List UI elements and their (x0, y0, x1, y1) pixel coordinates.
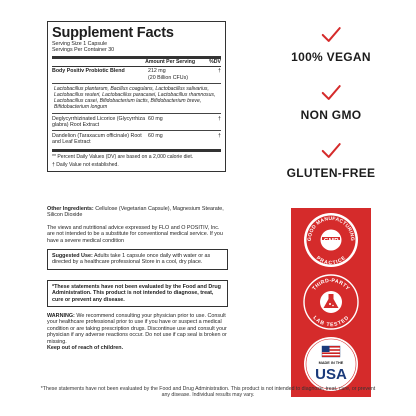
dv-header: %DV (209, 58, 221, 65)
gmp-center-text: GMP (323, 237, 339, 245)
claim-gluten-free (271, 140, 391, 180)
facts-row-blend (52, 67, 221, 83)
facts-title: Supplement Facts (52, 25, 174, 41)
usa-top-text: MADE IN THE (318, 361, 344, 365)
keep-out-of-reach: Keep out of reach of children. (47, 345, 124, 352)
warning-text: We recommend consulting your physician prior to use. Consult your healthcare professional prior to use if you have or suspect a medical condition or are taking prescription drugs. Discontinue use and consult your physician if any adverse reactions occur. Do not use if cap seal is broken or missing. (47, 313, 227, 345)
blend-cfu: (20 Billion CFUs) (148, 74, 189, 81)
warning-label: WARNING: (47, 313, 75, 319)
lab-tested-badge (301, 272, 361, 332)
claim-label: NON GMO (300, 108, 362, 122)
other-ingredients (47, 206, 228, 219)
facts-header-row (52, 59, 221, 66)
claim-label: GLUTEN-FREE (286, 166, 376, 180)
dandelion-name: Dandelion (Taraxacum officinale) Root and Leaf Extract (52, 132, 142, 146)
gmp-bottom-text: PRACTICE (314, 255, 348, 267)
made-in-usa-badge (301, 334, 361, 394)
lab-bottom-text: LAB TESTED (311, 315, 351, 329)
lab-top-text: THIRD-PARTY (311, 277, 351, 292)
supplement-facts-panel (47, 21, 226, 172)
us-flag-icon (322, 346, 340, 357)
blend-dv: † (218, 68, 221, 75)
facts-row-licorice (52, 114, 221, 130)
suggested-use-label: Suggested Use: (52, 253, 93, 259)
usa-center-text: USA (315, 366, 347, 383)
licorice-name: Deglycyrrhizinated Licorice (Glycyrrhiza glabra) Root Extract (52, 116, 146, 129)
check-icon (320, 24, 342, 46)
check-icon (320, 82, 342, 104)
bottom-disclaimer: *These statements have not been evaluated by the Food and Drug Administration. This product is not intended to diagnose, treat, cure, or prevent any disease. Individual results may vary. (40, 386, 376, 399)
other-ingredients-label: Other Ingredients: (47, 206, 94, 212)
blend-name: Body Positiv Probiotic Blend (52, 68, 125, 75)
blend-amount: 212 mg (148, 68, 166, 75)
footnote-dv: ** Percent Daily Values (DV) are based on a 2,000 calorie diet. (52, 153, 194, 160)
suggested-use-text: Adults take 1 capsule once daily with water or as directed by a healthcare professional Store in a cool, dry place. (52, 253, 211, 266)
other-ingredients-text: Cellulose (Vegetarian Capsule), Magnesium Stearate, Silicon Dioxide (47, 206, 224, 219)
claim-label: 100% VEGAN (291, 50, 371, 64)
servings-per-container: Servings Per Container 30 (52, 47, 115, 54)
svg-text:THIRD-PARTY (312, 278, 351, 292)
licorice-dv: † (218, 116, 221, 122)
warning-block (47, 313, 231, 351)
blend-amount-cell (148, 68, 213, 81)
footnote-dagger: † Daily Value not established. (52, 162, 119, 169)
licorice-amount: 60 mg (148, 116, 163, 122)
fda-statement-box: *These statements have not been evaluated by the Food and Drug Administration. This product is not intended to diagnose, treat, cure or prevent any disease. (47, 280, 228, 307)
serving-size: Serving Size 1 Capsule (52, 41, 108, 47)
dandelion-amount: 60 mg (148, 132, 163, 139)
certification-panel (291, 208, 371, 397)
amount-per-serving-header: Amount Per Serving (145, 58, 195, 65)
svg-text:LAB TESTED (312, 315, 351, 328)
gmp-badge (301, 210, 361, 270)
claim-non-gmo (271, 82, 391, 122)
facts-row-dandelion (52, 131, 221, 147)
views-notice: The views and nutritional advice expressed by FLO and O POSITIV, Inc. are not intended to be a substitute for conventional medical service. If you have a severe medical condition (47, 225, 223, 244)
gmp-top-text: GOOD MANUFACTURING (306, 215, 356, 242)
claim-vegan (271, 24, 391, 64)
dandelion-dv: † (218, 132, 221, 139)
check-icon (320, 140, 342, 162)
probiotic-strains: Lactobacillus plantarum, Bacillus coagulans, Lactobacillus salivarius, Lactobacillus reuteri, Lactobacillus paracasei, Lactobacillus rhamnosus, Lactobacillus casei, Bifidobacterium lactis, Bifidobacterium breve, Bifidobacterium longum (54, 85, 216, 111)
suggested-use-box (47, 249, 228, 270)
